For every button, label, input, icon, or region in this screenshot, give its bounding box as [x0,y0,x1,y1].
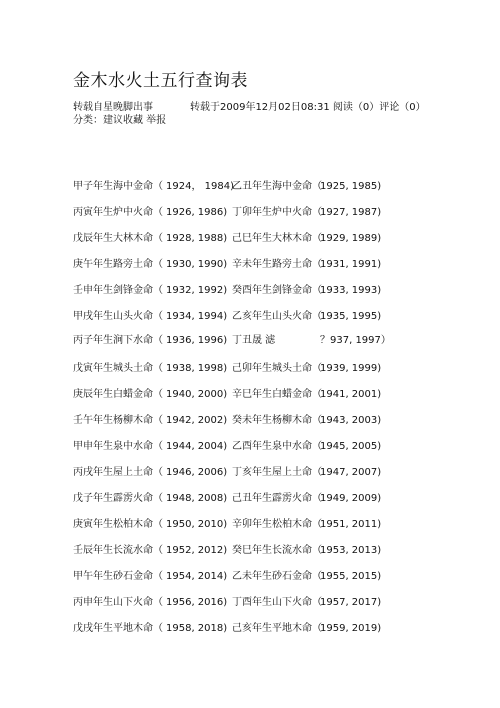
row-name-left: 壬申年生剑锋金命（ [73,285,163,296]
row-years-right: 1945, 2005) [320,441,382,452]
row-years-right: 1957, 2017) [320,597,382,608]
row-name-left: 庚午年生路旁土命（ [73,259,163,270]
row-years-right: 1933, 1993) [320,285,382,296]
row-years-right: ？937, 1997） [320,335,391,346]
row-name-left: 丙申年生山下火命（ [73,597,163,608]
row-name-left: 甲午年生砂石金命（ [73,571,163,582]
row-name-left: 丙寅年生炉中火命（ [73,207,163,218]
row-name-right: 己巳年生大林木命（ [232,233,322,244]
row-years-right: 1925, 1985) [320,181,382,192]
category-label: 分类： [73,115,103,126]
row-name-left: 丙戌年生屋上土命（ [73,467,163,478]
table-row [0,388,500,402]
row-name-left: 丙子年生涧下水命（ [73,335,163,346]
row-years-left: 1930, 1990) [166,259,228,270]
row-name-right: 丁酉年生山下火命（ [232,597,322,608]
table-row [0,180,500,194]
row-name-left: 甲申年生泉中水命（ [73,441,163,452]
table-row [0,334,500,348]
row-years-left: 1958, 2018) [166,623,228,634]
table-row [0,466,500,480]
table-row [0,258,500,272]
row-name-right: 丁丑晟 滤 [232,335,276,346]
row-name-right: 辛巳年生白蜡金命（ [232,389,322,400]
table-row [0,284,500,298]
category-line [73,114,166,127]
table-row [0,596,500,610]
row-years-left: 1924， 1984) [166,181,234,192]
table-row [0,232,500,246]
row-name-left: 戊寅年生城头土命（ [73,363,163,374]
row-years-right: 1951, 2011) [320,519,382,530]
row-name-left: 戊戌年生平地木命（ [73,623,163,634]
repost-source[interactable] [73,101,153,114]
row-years-left: 1940, 2000) [166,389,228,400]
row-name-right: 乙酉年生泉中水命（ [232,441,322,452]
category-links[interactable]: 建议收藏 举报 [103,115,167,126]
table-row [0,414,500,428]
row-years-right: 1953, 2013) [320,545,382,556]
page-title: 金木水火土五行查询表 [73,71,248,91]
row-name-right: 癸酉年生剑锋金命（ [232,285,322,296]
row-years-left: 1928, 1988) [166,233,228,244]
row-years-left: 1934, 1994) [166,311,228,322]
row-years-left: 1954, 2014) [166,571,228,582]
row-name-left: 甲子年生海中金命（ [73,181,163,192]
row-years-right: 1943, 2003) [320,415,382,426]
row-years-left: 1952, 2012) [166,545,228,556]
row-name-left: 戊辰年生大林木命（ [73,233,163,244]
row-years-right: 1947, 2007) [320,467,382,478]
table-row [0,440,500,454]
row-years-left: 1956, 2016) [166,597,228,608]
table-row [0,622,500,636]
row-years-right: 1949, 2009) [320,493,382,504]
row-name-right: 乙亥年生山头火命（ [232,311,322,322]
row-name-right: 乙丑年生海中金命（ [232,181,322,192]
repost-source-link[interactable]: 转载自星晚脚出事 [73,102,153,113]
table-row [0,544,500,558]
repost-info: 转载于2009年12月02日08:31 阅读（0）评论（0） [190,102,426,113]
table-row [0,362,500,376]
row-years-right: 1927, 1987) [320,207,382,218]
row-years-left: 1926, 1986) [166,207,228,218]
row-years-left: 1948, 2008) [166,493,228,504]
row-name-left: 甲戌年生山头火命（ [73,311,163,322]
row-years-right: 1941, 2001) [320,389,382,400]
row-years-right: 1935, 1995) [320,311,382,322]
row-name-right: 丁亥年生屋上土命（ [232,467,322,478]
row-years-left: 1946, 2006) [166,467,228,478]
row-years-left: 1942, 2002) [166,415,228,426]
row-name-right: 乙未年生砂石金命（ [232,571,322,582]
row-years-right: 1959, 2019) [320,623,382,634]
row-name-left: 壬午年生杨柳木命（ [73,415,163,426]
table-row [0,206,500,220]
row-name-left: 戊子年生霹雳火命（ [73,493,163,504]
row-name-right: 己亥年生平地木命（ [232,623,322,634]
row-name-right: 癸未年生杨柳木命（ [232,415,322,426]
row-name-right: 己丑年生霹雳火命（ [232,493,322,504]
row-name-right: 辛卯年生松柏木命（ [232,519,322,530]
row-years-right: 1939, 1999) [320,363,382,374]
row-name-left: 庚寅年生松柏木命（ [73,519,163,530]
row-years-right: 1929, 1989) [320,233,382,244]
table-row [0,492,500,506]
row-name-left: 庚辰年生白蜡金命（ [73,389,163,400]
row-years-left: 1932, 1992) [166,285,228,296]
row-years-left: 1938, 1998) [166,363,228,374]
row-name-right: 辛未年生路旁土命（ [232,259,322,270]
row-years-left: 1936, 1996) [166,335,228,346]
table-row [0,310,500,324]
row-years-left: 1950, 2010) [166,519,228,530]
table-row [0,570,500,584]
row-years-right: 1955, 2015) [320,571,382,582]
row-name-right: 己卯年生城头土命（ [232,363,322,374]
row-name-right: 癸巳年生长流水命（ [232,545,322,556]
row-years-left: 1944, 2004) [166,441,228,452]
row-name-right: 丁卯年生炉中火命（ [232,207,322,218]
row-name-left: 壬辰年生长流水命（ [73,545,163,556]
row-years-right: 1931, 1991) [320,259,382,270]
table-row [0,518,500,532]
